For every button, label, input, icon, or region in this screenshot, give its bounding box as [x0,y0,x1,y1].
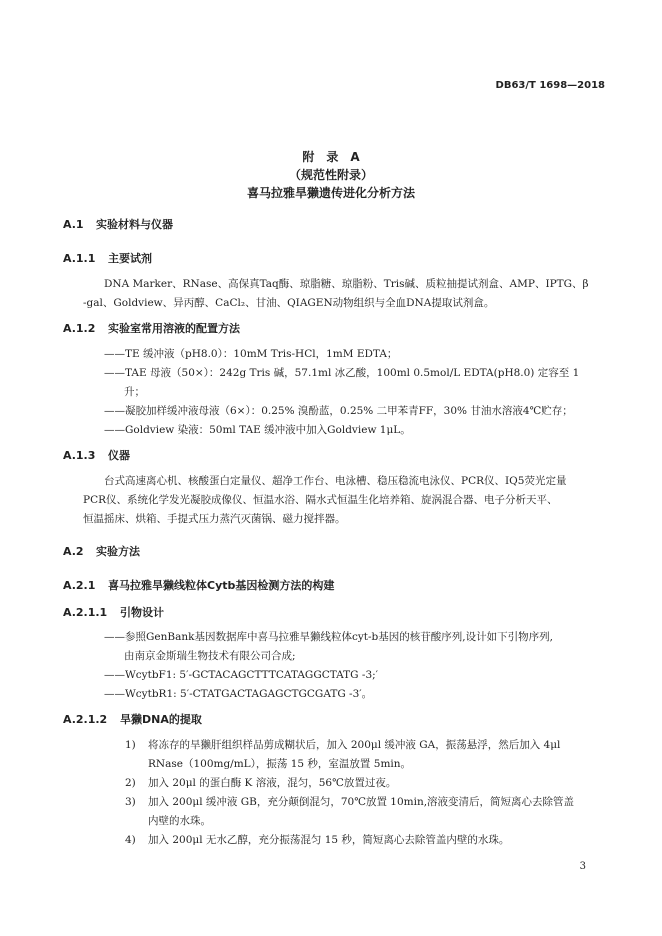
primer-line: ——WcytbF1: 5′-GCTACAGCTTTCATAGGCTATG -3;′ [104,669,379,681]
paragraph-line: 恒温摇床、烘箱、手提式压力蒸汽灭菌锅、磁力搅拌器。 [83,513,346,525]
standard-number: DB63/T 1698—2018 [495,80,605,91]
step-text: 加入 200μl 无水乙醇，充分振荡混匀 15 秒，简短离心去除管盖内壁的水珠。 [148,834,510,846]
appendix-heading: 喜马拉雅旱獭遗传进化分析方法 [246,186,415,200]
step-index: 3) [125,796,136,808]
list-item: ——凝胶加样缓冲液母液（6×）：0.25% 溴酚蓝，0.25% 二甲苯青FF，30% 甘油水溶液4℃贮存； [104,405,573,417]
paragraph-line: -gal、Goldview、异丙醇、CaCl₂、甘油、QIAGEN动物组织与全血DNA提取试剂盒。 [83,297,495,309]
section-title: 实验室常用溶液的配置方法 [108,322,240,335]
step-item [125,736,605,774]
list-item: ——TAE 母液（50×）：242g Tris 碱，57.1ml 冰乙酸，100ml 0.5mol/L EDTA(pH8.0) 定容至 1 [104,367,580,379]
paragraph-line: DNA Marker、RNase、高保真Taq酶、琼脂糖、琼脂粉、Tris碱、质粒抽提试剂盒、AMP、IPTG、β [104,278,589,290]
step-text: 加入 200μl 缓冲液 GB，充分颠倒混匀，70℃放置 10min,溶液变清后，简短离心去除管盖 [148,796,575,808]
section-a1-1 [63,250,152,266]
section-a1 [63,216,173,232]
step-text: 内壁的水珠。 [148,815,211,827]
paragraph-line: 由南京金斯瑞生物技术有限公司合成; [124,650,296,662]
primer-line: ——WcytbR1: 5′-CTATGACTAGAGCTGCGATG -3′。 [104,688,373,700]
section-number: A.1.1 [63,252,96,265]
page-number: 3 [579,861,586,872]
step-index: 1) [125,739,136,751]
section-title: 仪器 [108,449,130,462]
section-title: 主要试剂 [108,252,152,265]
section-a2 [63,543,140,559]
step-index: 4) [125,834,136,846]
section-title: 引物设计 [120,606,164,619]
section-a2-1-2 [63,711,202,727]
step-text: RNase（100mg/mL），振荡 15 秒，室温放置 5min。 [148,758,412,770]
section-a1-2 [63,320,240,336]
section-a2-1 [63,577,334,593]
paragraph-line: PCR仪、系统化学发光凝胶成像仪、恒温水浴、隔水式恒温生化培养箱、旋涡混合器、电子分析天平、 [83,494,558,506]
section-number: A.2.1.1 [63,606,108,619]
appendix-label: 附 录 A [302,150,360,164]
step-index: 2) [125,777,136,789]
section-title: 实验方法 [96,545,140,558]
section-number: A.2.1 [63,579,96,592]
list-item: ——Goldview 染液：50ml TAE 缓冲液中加入Goldview 1μL。 [104,424,411,436]
section-number: A.1.3 [63,449,96,462]
step-item [125,831,605,850]
section-number: A.2 [63,545,84,558]
section-title: 喜马拉雅旱獭线粒体Cytb基因检测方法的构建 [108,579,335,592]
section-a1-3 [63,447,130,463]
list-item-continuation: 升； [124,386,145,398]
section-title: 旱獭DNA的提取 [120,713,202,726]
step-text: 将冻存的旱獭肝组织样品剪成糊状后，加入 200μl 缓冲液 GA，振荡悬浮，然后加入 4μl [148,739,561,751]
paragraph-line: 台式高速离心机、核酸蛋白定量仪、超净工作台、电泳槽、稳压稳流电泳仪、PCR仪、IQ5荧光定量 [104,475,567,487]
section-number: A.1.2 [63,322,96,335]
step-item [125,793,605,831]
section-title: 实验材料与仪器 [96,218,173,231]
appendix-type: （规范性附录） [288,168,373,182]
paragraph-line: ——参照GenBank基因数据库中喜马拉雅旱獭线粒体cyt-b基因的核苷酸序列,设计如下引物序列, [104,631,553,643]
section-number: A.1 [63,218,84,231]
step-item [125,774,605,793]
list-item: ——TE 缓冲液（pH8.0）：10mM Tris-HCl，1mM EDTA； [104,348,398,360]
section-a2-1-1 [63,604,164,620]
step-text: 加入 20μl 的蛋白酶 K 溶液，混匀，56℃放置过夜。 [148,777,397,789]
section-number: A.2.1.2 [63,713,108,726]
